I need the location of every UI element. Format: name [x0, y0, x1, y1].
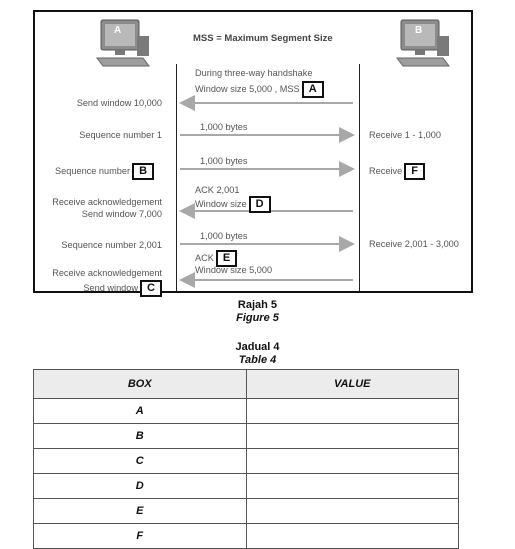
host-b-label: B: [415, 25, 423, 36]
row-value-cell[interactable]: [246, 499, 459, 524]
box-c: C: [140, 280, 162, 297]
row-box-label: F: [34, 524, 247, 549]
caption-rajah: Rajah 5: [237, 299, 278, 311]
receive-acknowledgement-2: Receive acknowledgement: [52, 268, 162, 278]
table-row: [34, 524, 459, 549]
header-value: VALUE: [246, 370, 459, 399]
row-box-label: A: [34, 399, 247, 424]
table-header-row: [34, 370, 459, 399]
table-row: [34, 474, 459, 499]
row-box-label: C: [34, 449, 247, 474]
caption-table: Table 4: [238, 354, 277, 366]
sequence-number-1: Sequence number 1: [79, 130, 162, 140]
box-d: D: [249, 196, 271, 213]
row-box-label: D: [34, 474, 247, 499]
box-f: F: [404, 163, 425, 180]
row-value-cell[interactable]: [246, 399, 459, 424]
send-window-c: Send window C: [83, 280, 162, 297]
box-b: B: [132, 163, 154, 180]
mss-note: MSS = Maximum Segment Size: [193, 33, 333, 44]
box-a: A: [302, 81, 324, 98]
host-a-label: A: [114, 25, 122, 36]
row-value-cell[interactable]: [246, 424, 459, 449]
tcp-sliding-window-figure: [33, 10, 473, 293]
receive-acknowledgement-1: Receive acknowledgement: [52, 197, 162, 207]
receive-2001-3000: Receive 2,001 - 3,000: [369, 239, 459, 249]
caption-jadual: Jadual 4: [235, 341, 280, 353]
send-window-7000: Send window 7,000: [81, 209, 162, 219]
bytes-label-2: 1,000 bytes: [200, 156, 248, 166]
window-size-d: Window size D: [195, 196, 271, 213]
bytes-label-1: 1,000 bytes: [200, 122, 248, 132]
table-row: [34, 399, 459, 424]
window-size-5000: Window size 5,000: [195, 265, 273, 275]
sequence-number-2001: Sequence number 2,001: [61, 240, 162, 250]
arrows-layer: [35, 12, 475, 295]
bytes-label-3: 1,000 bytes: [200, 231, 248, 241]
sequence-number-b: Sequence number B: [55, 163, 154, 180]
table-row: [34, 499, 459, 524]
box-value-table: [33, 369, 459, 549]
row-box-label: E: [34, 499, 247, 524]
row-value-cell[interactable]: [246, 449, 459, 474]
ack-2001: ACK 2,001: [195, 185, 240, 195]
ack-e: ACK E: [195, 250, 237, 267]
table-row: [34, 449, 459, 474]
receive-1-1000: Receive 1 - 1,000: [369, 130, 442, 140]
handshake-line-2: Window size 5,000 , MSS A: [195, 81, 324, 98]
handshake-line-1: During three-way handshake: [195, 68, 313, 78]
box-e: E: [216, 250, 237, 267]
caption-figure: Figure 5: [236, 312, 279, 324]
send-window-10000: Send window 10,000: [76, 98, 162, 108]
header-box: BOX: [34, 370, 247, 399]
row-value-cell[interactable]: [246, 474, 459, 499]
receive-f: Receive F: [369, 163, 425, 180]
table-row: [34, 424, 459, 449]
row-value-cell[interactable]: [246, 524, 459, 549]
row-box-label: B: [34, 424, 247, 449]
